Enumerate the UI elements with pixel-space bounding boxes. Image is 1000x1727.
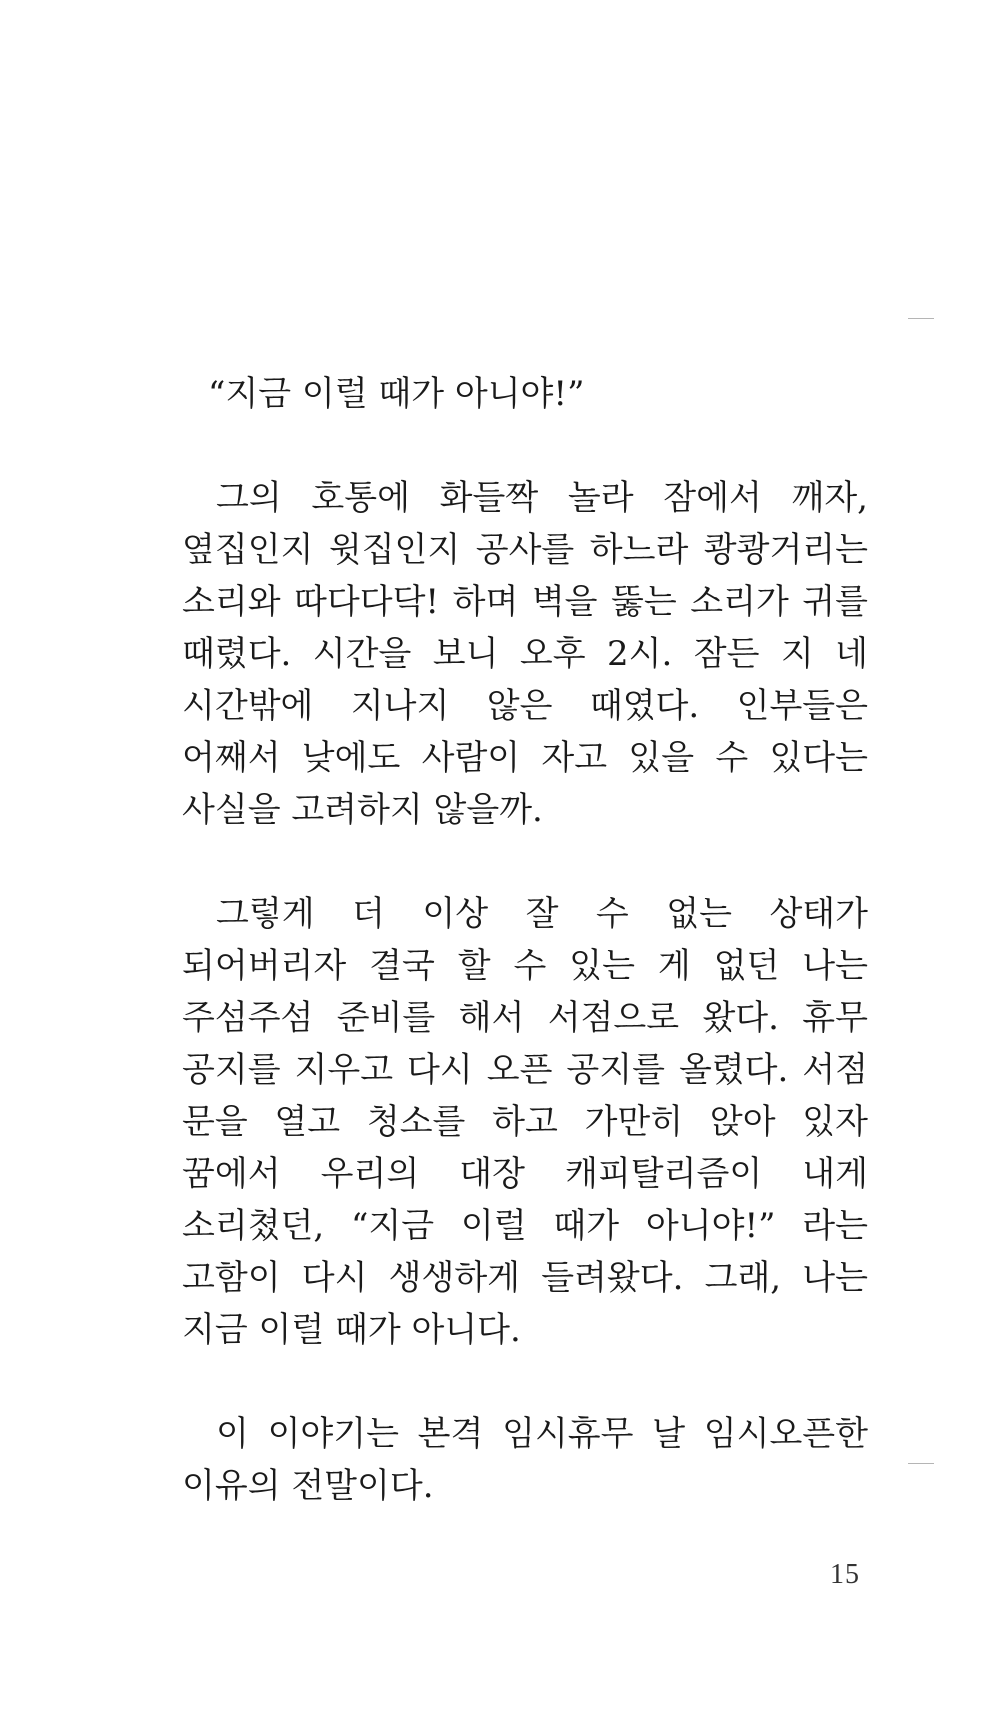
- paragraph: 이 이야기는 본격 임시휴무 날 임시오픈한 이유의 전말이다.: [182, 1414, 868, 1506]
- paragraph-quote: “지금 이럴 때가 아니야!”: [208, 374, 585, 414]
- paragraph: 그렇게 더 이상 잘 수 없는 상태가 되어버리자 결국 할 수 있는 게 없던 나는 주섬주섬 준비를 해서 서점으로 왔다. 휴무 공지를 지우고 다시 오픈 공지를 올렸다. 서점 문을 열고 청소를 하고 가만히 앉아 있자 꿈에서 우리의 대장 캐피탈리즘이 내게 소리쳤던, “지금 이럴 때가 아니야!” 라는 고함이 다시 생생하게 들려왔다. 그래, 나는 지금 이럴 때가 아니다.: [182, 894, 868, 1350]
- margin-rule-top: [908, 318, 934, 319]
- paragraph: 그의 호통에 화들짝 놀라 잠에서 깨자, 옆집인지 윗집인지 공사를 하느라 쾅쾅거리는 소리와 따다다닥! 하며 벽을 뚫는 소리가 귀를 때렸다. 시간을 보니 오후 2시. 잠든 지 네 시간밖에 지나지 않은 때였다. 인부들은 어째서 낮에도 사람이 자고 있을 수 있다는 사실을 고려하지 않을까.: [182, 478, 868, 830]
- page-number: 15: [830, 1559, 860, 1590]
- body-text: [182, 368, 868, 1512]
- margin-rule-bottom: [908, 1463, 934, 1464]
